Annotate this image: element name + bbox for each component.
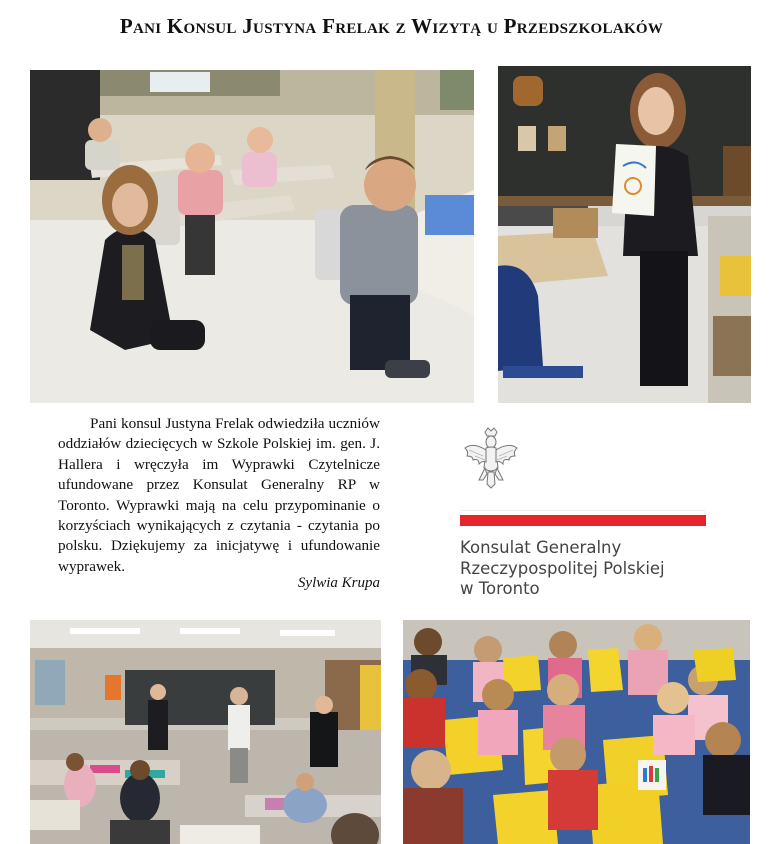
photo-children-with-yellow-bags: [403, 620, 750, 844]
consulate-logo: [452, 420, 722, 610]
consulate-name: [460, 538, 665, 600]
flag-red-stripe: [460, 515, 706, 526]
flag-white-stripe: [460, 500, 706, 511]
consulate-line-2: Rzeczypospolitej Polskiej: [460, 558, 665, 578]
consulate-line-3: w Toronto: [460, 579, 540, 598]
page-title: Pani Konsul Justyna Frelak z Wizytą u Przedszkolaków: [119, 14, 664, 38]
polish-eagle-icon: [461, 426, 521, 490]
article-body: Pani konsul Justyna Frelak odwiedziła uczniów oddziałów dziecięcych w Szkole Polskiej im. gen. J. Hallera i wręczyła im Wyprawki Czytelnicze ufundowane przez Konsulat Generalny RP w Toronto. Wyprawki mają na celu przypominanie o korzyściach wynikających z czytania - czytania po polsku. Dziękujemy za inicjatywę i ufundowanie wyprawek.: [58, 415, 380, 575]
photo-consul-with-children: [30, 70, 474, 403]
photo-classroom-presentation: [30, 620, 381, 844]
article-text: [58, 414, 380, 577]
photo-consul-holding-drawing: [498, 66, 751, 403]
consulate-line-1: Konsulat Generalny: [460, 538, 622, 557]
article-author: Sylwia Krupa: [297, 575, 380, 591]
